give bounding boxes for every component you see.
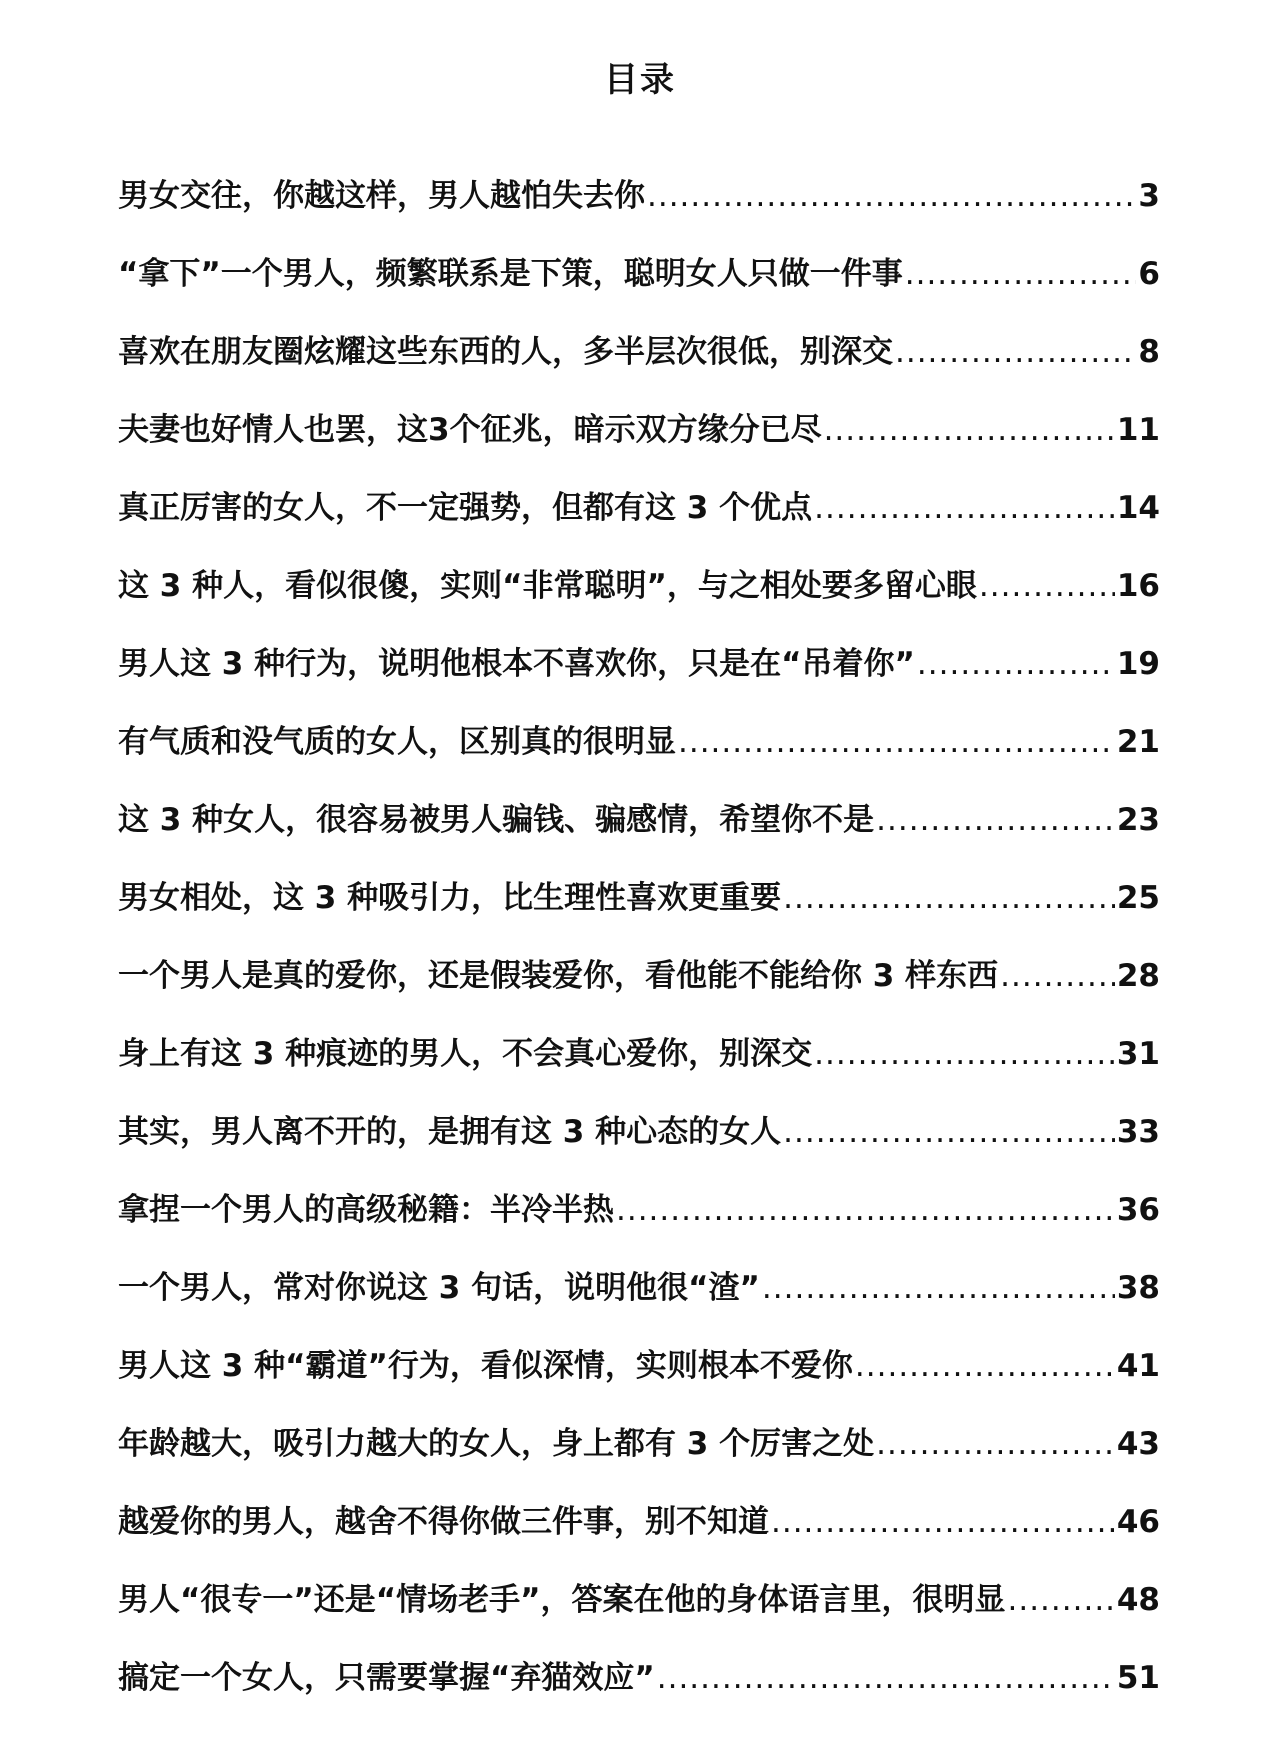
dot-leader (917, 646, 1115, 682)
dot-leader (783, 1114, 1115, 1150)
dot-leader (762, 1270, 1115, 1306)
toc-entry-page: 31 (1116, 1036, 1160, 1072)
toc-entry[interactable] (118, 1652, 1160, 1730)
toc-entry-page: 48 (1116, 1582, 1160, 1618)
toc-entry-title: 其实，男人离不开的，是拥有这 3 种心态的女人 (118, 1114, 782, 1150)
toc-entry-title: 真正厉害的女人，不一定强势，但都有这 3 个优点 (118, 490, 813, 526)
toc-entry-page: 28 (1116, 958, 1160, 994)
toc-entry-title: 身上有这 3 种痕迹的男人，不会真心爱你，别深交 (118, 1036, 813, 1072)
dot-leader (855, 1348, 1115, 1384)
dot-leader (895, 334, 1136, 370)
toc-entry-title: 夫妻也好情人也罢，这3个征兆，暗示双方缘分已尽 (118, 412, 822, 448)
toc-entry-title: 男人这 3 种行为，说明他根本不喜欢你，只是在“吊着你” (118, 646, 915, 682)
toc-entry-title: 一个男人是真的爱你，还是假装爱你，看他能不能给你 3 样东西 (118, 958, 999, 994)
toc-entry-title: 男女相处，这 3 种吸引力，比生理性喜欢更重要 (118, 880, 782, 916)
toc-entry[interactable] (118, 248, 1160, 326)
toc-entry-title: “拿下”一个男人，频繁联系是下策，聪明女人只做一件事 (118, 256, 903, 292)
dot-leader (1008, 1582, 1115, 1618)
toc-entry[interactable] (118, 326, 1160, 404)
toc-entry-page: 43 (1116, 1426, 1160, 1462)
toc-entry-page: 25 (1116, 880, 1160, 916)
toc-entry-title: 男女交往，你越这样，男人越怕失去你 (118, 178, 645, 214)
dot-leader (905, 256, 1137, 292)
dot-leader (1000, 958, 1115, 994)
toc-entry-page: 51 (1116, 1660, 1160, 1696)
dot-leader (657, 1660, 1115, 1696)
toc-entry-title: 这 3 种女人，很容易被男人骗钱、骗感情，希望你不是 (118, 802, 875, 838)
toc-entry-title: 越爱你的男人，越舍不得你做三件事，别不知道 (118, 1504, 769, 1540)
toc-entry-page: 11 (1116, 412, 1160, 448)
toc-entry-page: 36 (1116, 1192, 1160, 1228)
toc-entry[interactable] (118, 1028, 1160, 1106)
toc-entry-page: 46 (1116, 1504, 1160, 1540)
toc-entry-page: 19 (1116, 646, 1160, 682)
toc-entry-title: 一个男人，常对你说这 3 句话，说明他很“渣” (118, 1270, 760, 1306)
toc-entry-page: 21 (1116, 724, 1160, 760)
toc-entry-page: 3 (1138, 178, 1160, 214)
toc-entry-page: 38 (1116, 1270, 1160, 1306)
dot-leader (814, 1036, 1115, 1072)
toc-entry[interactable] (118, 404, 1160, 482)
table-of-contents (118, 170, 1160, 1730)
page-title: 目录 (604, 60, 676, 100)
toc-entry[interactable] (118, 794, 1160, 872)
dot-leader (771, 1504, 1115, 1540)
dot-leader (647, 178, 1136, 214)
toc-entry-page: 33 (1116, 1114, 1160, 1150)
toc-entry[interactable] (118, 170, 1160, 248)
toc-entry[interactable] (118, 1184, 1160, 1262)
toc-entry-page: 6 (1138, 256, 1160, 292)
toc-entry-title: 男人这 3 种“霸道”行为，看似深情，实则根本不爱你 (118, 1348, 853, 1384)
toc-entry[interactable] (118, 716, 1160, 794)
dot-leader (876, 1426, 1115, 1462)
dot-leader (616, 1192, 1115, 1228)
toc-entry-title: 有气质和没气质的女人，区别真的很明显 (118, 724, 676, 760)
dot-leader (824, 412, 1115, 448)
toc-entry[interactable] (118, 560, 1160, 638)
toc-entry-title: 年龄越大，吸引力越大的女人，身上都有 3 个厉害之处 (118, 1426, 875, 1462)
toc-entry[interactable] (118, 1574, 1160, 1652)
toc-entry[interactable] (118, 1106, 1160, 1184)
toc-entry[interactable] (118, 1340, 1160, 1418)
toc-entry[interactable] (118, 950, 1160, 1028)
toc-entry-title: 搞定一个女人，只需要掌握“弃猫效应” (118, 1660, 655, 1696)
toc-entry[interactable] (118, 1418, 1160, 1496)
toc-entry-page: 23 (1116, 802, 1160, 838)
toc-entry[interactable] (118, 638, 1160, 716)
toc-entry-page: 14 (1116, 490, 1160, 526)
dot-leader (783, 880, 1115, 916)
toc-entry-title: 拿捏一个男人的高级秘籍：半冷半热 (118, 1192, 614, 1228)
dot-leader (814, 490, 1115, 526)
dot-leader (678, 724, 1115, 760)
toc-entry-page: 16 (1116, 568, 1160, 604)
toc-entry-title: 男人“很专一”还是“情场老手”，答案在他的身体语言里，很明显 (118, 1582, 1006, 1618)
toc-entry-page: 8 (1138, 334, 1160, 370)
toc-entry[interactable] (118, 1262, 1160, 1340)
dot-leader (876, 802, 1115, 838)
toc-entry[interactable] (118, 1496, 1160, 1574)
dot-leader (979, 568, 1115, 604)
toc-entry-title: 这 3 种人，看似很傻，实则“非常聪明”，与之相处要多留心眼 (118, 568, 977, 604)
toc-entry[interactable] (118, 482, 1160, 560)
toc-entry-page: 41 (1116, 1348, 1160, 1384)
toc-entry-title: 喜欢在朋友圈炫耀这些东西的人，多半层次很低，别深交 (118, 334, 893, 370)
toc-entry[interactable] (118, 872, 1160, 950)
